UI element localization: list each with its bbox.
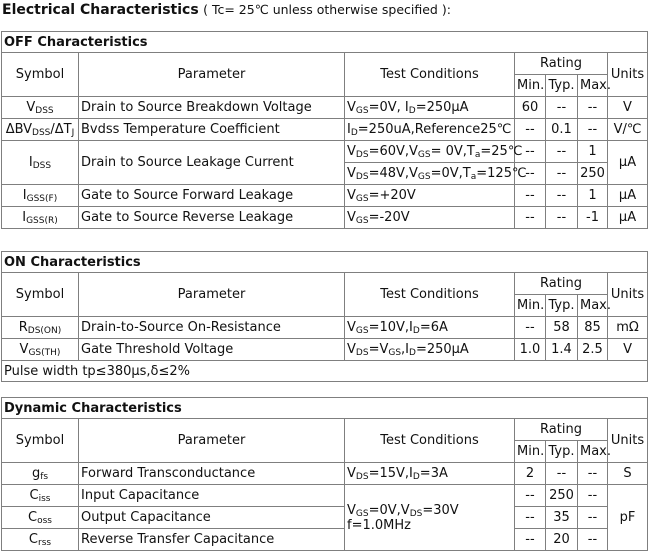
- unit-cell: V: [608, 339, 648, 361]
- parameter-cell: Forward Transconductance: [79, 463, 345, 485]
- max-cell: -1: [578, 207, 608, 229]
- test-conditions-header: Test Conditions: [345, 273, 515, 317]
- symbol-cell: $V_{GS(TH)}$: [2, 339, 79, 361]
- test-cell: $V_{DS}=V_{GS},I_D=250\mu A$: [345, 339, 515, 361]
- parameter-cell: Gate to Source Reverse Leakage: [79, 207, 345, 229]
- symbol-header: Symbol: [2, 419, 79, 463]
- max-cell: 85: [578, 317, 608, 339]
- symbol-cell: $I_{GSS(R)}$: [2, 207, 79, 229]
- max-cell: --: [578, 529, 608, 551]
- typ-cell: 250: [546, 485, 578, 507]
- max-cell: 1: [578, 141, 608, 163]
- max-header: Max.: [578, 441, 608, 463]
- unit-cell: V: [608, 97, 648, 119]
- parameter-cell: Drain-to-Source On-Resistance: [79, 317, 345, 339]
- max-cell: --: [578, 485, 608, 507]
- parameter-cell: Gate to Source Forward Leakage: [79, 185, 345, 207]
- min-cell: --: [515, 207, 546, 229]
- symbol-cell: $I_{DSS}$: [2, 141, 79, 185]
- min-header: Min.: [515, 295, 546, 317]
- min-cell: 2: [515, 463, 546, 485]
- unit-cell: mΩ: [608, 317, 648, 339]
- parameter-cell: Gate Threshold Voltage: [79, 339, 345, 361]
- test-cell: $V_{DS}=60V,V_{GS}=$ $0V,T_a=25℃$: [345, 141, 515, 163]
- typ-header: Typ.: [546, 295, 578, 317]
- parameter-cell: Input Capacitance: [79, 485, 345, 507]
- parameter-header: Parameter: [79, 419, 345, 463]
- test-conditions-header: Test Conditions: [345, 53, 515, 97]
- table-row: [2, 141, 648, 163]
- typ-header: Typ.: [546, 441, 578, 463]
- max-cell: --: [578, 119, 608, 141]
- section-title: Dynamic Characteristics: [2, 398, 648, 419]
- symbol-header: Symbol: [2, 273, 79, 317]
- parameter-header: Parameter: [79, 53, 345, 97]
- rating-header: Rating: [515, 419, 608, 441]
- capacitance-test-line2: f=1.0MHz: [347, 517, 411, 533]
- min-cell: --: [515, 163, 546, 185]
- unit-cell: V/℃: [608, 119, 648, 141]
- table-row: [2, 97, 648, 119]
- test-cell: $V_{GS}=+20V$: [345, 185, 515, 207]
- table-row: [2, 185, 648, 207]
- on-characteristics-table: [1, 251, 648, 382]
- units-header: Units: [608, 419, 648, 463]
- min-cell: --: [515, 317, 546, 339]
- parameter-cell: Reverse Transfer Capacitance: [79, 529, 345, 551]
- symbol-cell: $I_{GSS(F)}$: [2, 185, 79, 207]
- parameter-cell: Drain to Source Leakage Current: [79, 141, 345, 185]
- test-cell: $I_D=250uA,Reference25℃$: [345, 119, 515, 141]
- max-header: Max.: [578, 75, 608, 97]
- max-cell: --: [578, 97, 608, 119]
- page-title: [2, 2, 451, 18]
- units-header: Units: [608, 53, 648, 97]
- test-cell: $V_{GS}=-20V$: [345, 207, 515, 229]
- typ-cell: 58: [546, 317, 578, 339]
- unit-cell: S: [608, 463, 648, 485]
- max-cell: --: [578, 507, 608, 529]
- parameter-cell: Drain to Source Breakdown Voltage: [79, 97, 345, 119]
- symbol-cell: $C_{oss}$: [2, 507, 79, 529]
- max-cell: 1: [578, 185, 608, 207]
- page-title-text: Electrical Characteristics: [2, 2, 199, 18]
- typ-cell: --: [546, 97, 578, 119]
- min-header: Min.: [515, 75, 546, 97]
- table-row: [2, 317, 648, 339]
- test-cell: $V_{GS}=10V,I_D=6A$: [345, 317, 515, 339]
- typ-cell: --: [546, 185, 578, 207]
- units-header: Units: [608, 273, 648, 317]
- min-cell: 1.0: [515, 339, 546, 361]
- typ-cell: --: [546, 141, 578, 163]
- section-title: ON Characteristics: [2, 252, 648, 273]
- max-header: Max.: [578, 295, 608, 317]
- parameter-cell: Output Capacitance: [79, 507, 345, 529]
- table-row: [2, 463, 648, 485]
- capacitance-test-line1: $V_{GS}=0V,V_{DS}=30V$: [347, 502, 459, 519]
- min-cell: --: [515, 529, 546, 551]
- min-cell: --: [515, 507, 546, 529]
- table-row: [2, 507, 648, 529]
- typ-cell: 1.4: [546, 339, 578, 361]
- section-title: OFF Characteristics: [2, 32, 648, 53]
- symbol-cell: $g_{fs}$: [2, 463, 79, 485]
- min-cell: --: [515, 119, 546, 141]
- typ-cell: --: [546, 207, 578, 229]
- capacitance-test-cell: [345, 485, 515, 551]
- test-cell: $V_{DS}=15V,I_D=3A$: [345, 463, 515, 485]
- capacitance-unit-cell: pF: [608, 485, 648, 551]
- min-header: Min.: [515, 441, 546, 463]
- typ-cell: --: [546, 163, 578, 185]
- max-cell: 250: [578, 163, 608, 185]
- rating-header: Rating: [515, 273, 608, 295]
- table-row: [2, 529, 648, 551]
- dynamic-characteristics-table: [1, 397, 648, 551]
- max-cell: 2.5: [578, 339, 608, 361]
- typ-cell: --: [546, 463, 578, 485]
- typ-cell: 0.1: [546, 119, 578, 141]
- symbol-cell: $C_{rss}$: [2, 529, 79, 551]
- parameter-header: Parameter: [79, 273, 345, 317]
- symbol-header: Symbol: [2, 53, 79, 97]
- symbol-cell: $C_{iss}$: [2, 485, 79, 507]
- min-cell: --: [515, 485, 546, 507]
- symbol-cell: $\Delta BV_{DSS}/\Delta T_J$: [2, 119, 79, 141]
- table-row: [2, 119, 648, 141]
- max-cell: --: [578, 463, 608, 485]
- table-row: [2, 339, 648, 361]
- test-cell: $V_{GS}=0V$, $I_D=250\mu A$: [345, 97, 515, 119]
- page-title-note: ( Tc= 25℃ unless otherwise specified ):: [203, 2, 451, 17]
- min-cell: --: [515, 141, 546, 163]
- footnote: Pulse width tp≤380μs,δ≤2%: [2, 361, 648, 382]
- typ-cell: 20: [546, 529, 578, 551]
- table-row: [2, 485, 648, 507]
- unit-cell: μA: [608, 141, 648, 185]
- typ-cell: 35: [546, 507, 578, 529]
- test-conditions-header: Test Conditions: [345, 419, 515, 463]
- typ-header: Typ.: [546, 75, 578, 97]
- table-row: [2, 207, 648, 229]
- min-cell: --: [515, 185, 546, 207]
- rating-header: Rating: [515, 53, 608, 75]
- parameter-cell: Bvdss Temperature Coefficient: [79, 119, 345, 141]
- min-cell: 60: [515, 97, 546, 119]
- symbol-cell: $R_{DS(ON)}$: [2, 317, 79, 339]
- off-characteristics-table: [1, 31, 648, 229]
- unit-cell: μA: [608, 185, 648, 207]
- test-cell: $V_{DS}=48V,V_{GS}=0V,T_a=125℃$: [345, 163, 515, 185]
- symbol-cell: $V_{DSS}$: [2, 97, 79, 119]
- unit-cell: μA: [608, 207, 648, 229]
